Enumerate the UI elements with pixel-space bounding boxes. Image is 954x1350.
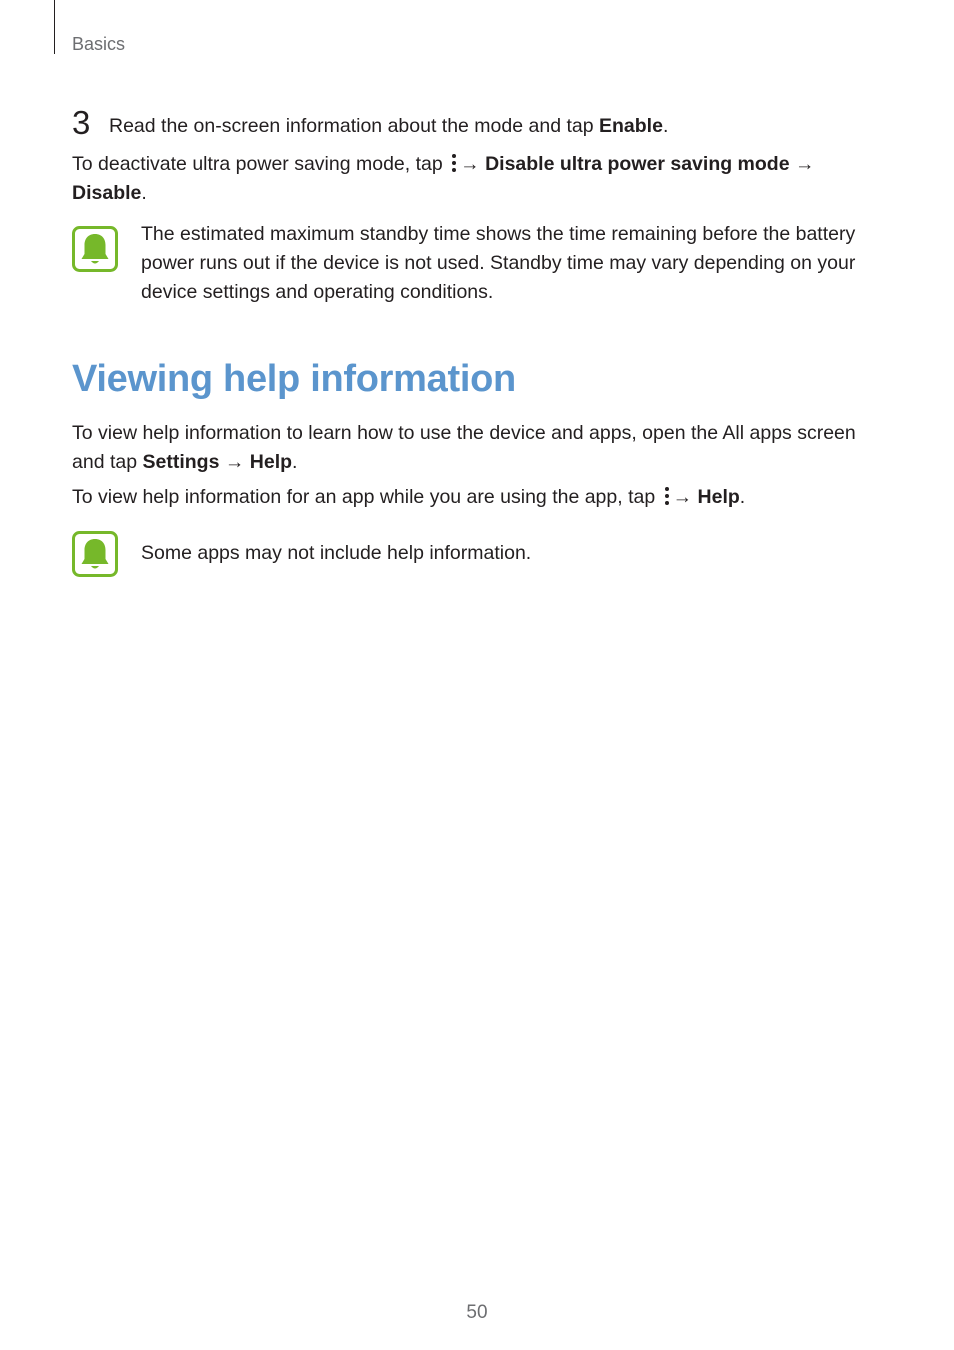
notification-bell-icon xyxy=(72,226,118,272)
help-paragraph-1: To view help information to learn how to use the device and apps, open the All apps screen and tap Settings → Help. xyxy=(72,422,856,473)
enable-term: Enable xyxy=(599,115,663,137)
help-paragraph-2: To view help information for an app while you are using the app, tap → Help. xyxy=(72,486,746,508)
header-divider xyxy=(54,0,55,54)
help-term: Help xyxy=(697,486,740,508)
note-standby: The estimated maximum standby time shows the time remaining before the battery power runs out if the device is not used. Standby time may vary depending on your device settings and operating conditions. xyxy=(141,223,856,303)
note-help: Some apps may not include help information. xyxy=(141,542,532,564)
notification-bell-icon xyxy=(72,531,118,577)
deactivate-paragraph: To deactivate ultra power saving mode, tap → Disable ultra power saving mode → Disable. xyxy=(72,153,815,204)
page-heading: Viewing help information xyxy=(72,358,516,400)
settings-term: Settings xyxy=(142,451,220,473)
more-options-icon xyxy=(663,486,671,506)
page-number: 50 xyxy=(466,1302,488,1323)
step-number: 3 xyxy=(72,104,91,141)
section-title: Basics xyxy=(72,34,126,54)
disable-term: Disable xyxy=(72,182,142,204)
step-text: Read the on-screen information about the mode and tap Enable. xyxy=(109,115,669,137)
more-options-icon xyxy=(450,153,458,173)
disable-ultra-term: Disable ultra power saving mode xyxy=(485,153,790,175)
help-term: Help xyxy=(249,451,293,473)
